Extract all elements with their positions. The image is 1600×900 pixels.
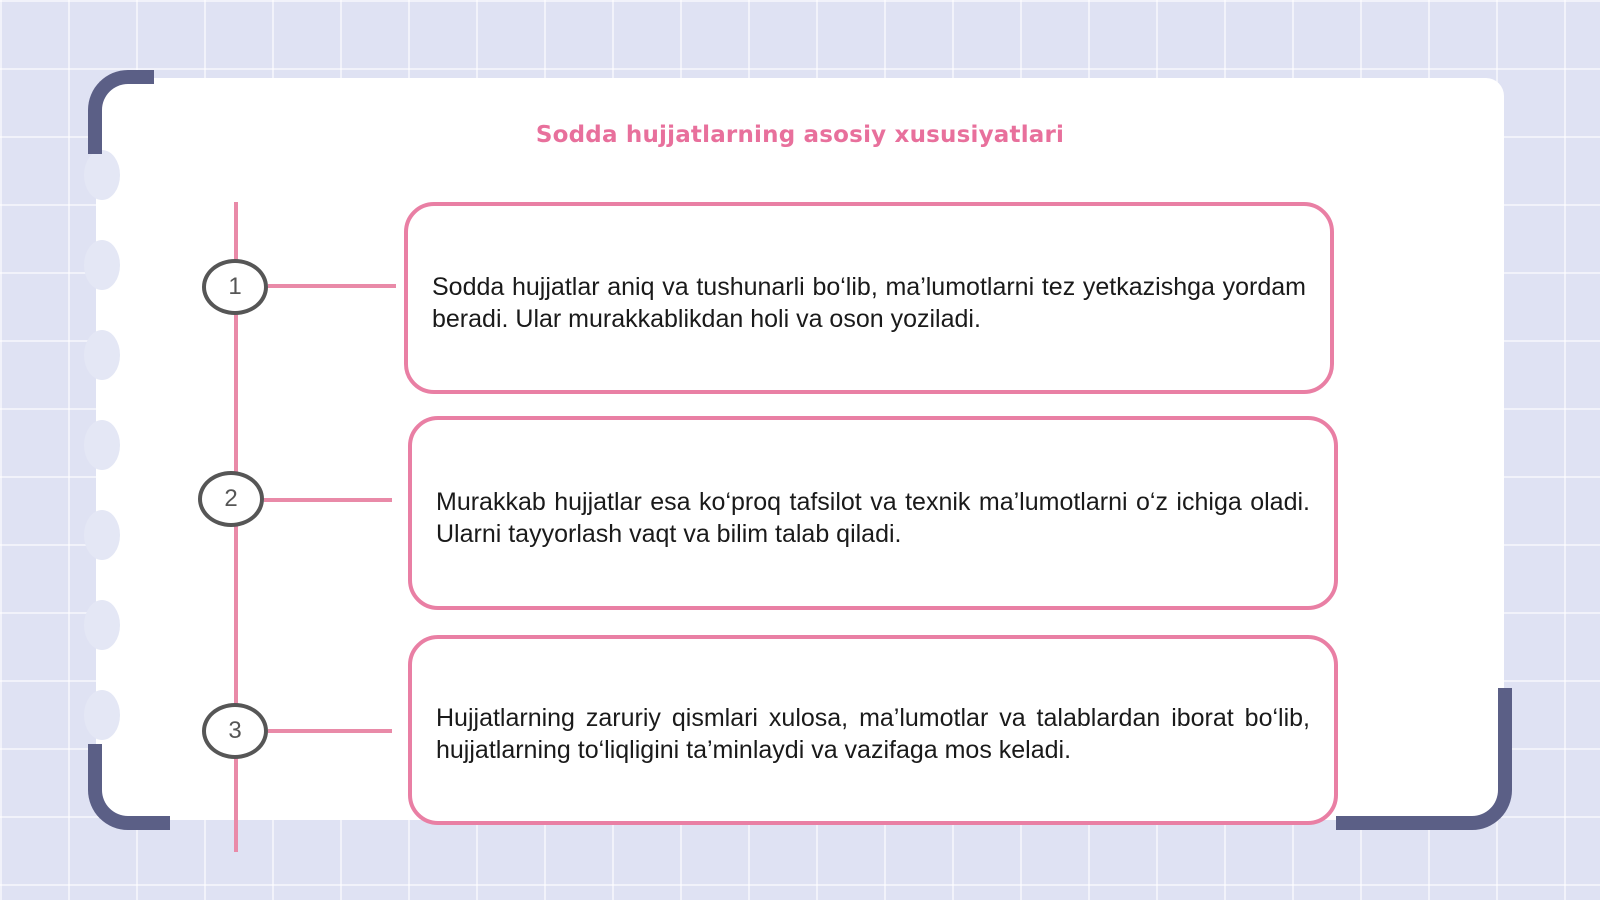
binder-notch xyxy=(84,690,120,740)
step-connector xyxy=(264,498,392,502)
step-text-box xyxy=(408,635,1338,825)
step-number-circle: 3 xyxy=(202,703,268,759)
frame-corner-bottom-right xyxy=(1336,688,1512,830)
step-number-circle: 1 xyxy=(202,259,268,315)
frame-corner-top-left xyxy=(88,70,154,154)
binder-notch xyxy=(84,600,120,650)
step-number-circle: 2 xyxy=(198,471,264,527)
binder-notch xyxy=(84,420,120,470)
binder-notch xyxy=(84,240,120,290)
step-text-box xyxy=(404,202,1334,394)
step-text-box xyxy=(408,416,1338,610)
step-text: Murakkab hujjatlar esa ko‘proq tafsilot va texnik ma’lumotlarni o‘z ichiga oladi. Ularni tayyorlash vaqt va bilim talab qiladi. xyxy=(436,488,1310,548)
step-text: Sodda hujjatlar aniq va tushunarli bo‘lib, ma’lumotlarni tez yetkazishga yordam beradi. Ular murakkablikdan holi va oson yoziladi. xyxy=(432,273,1306,333)
step-text: Hujjatlarning zaruriy qismlari xulosa, ma’lumotlar va talablardan iborat bo‘lib, hujjatlarning to‘liqligini ta’minlaydi va vazifaga mos keladi. xyxy=(436,704,1310,764)
binder-notch xyxy=(84,510,120,560)
frame-corner-bottom-left xyxy=(88,744,170,830)
binder-notch xyxy=(84,150,120,200)
binder-notch xyxy=(84,330,120,380)
slide-title: Sodda hujjatlarning asosiy xususiyatlari xyxy=(535,122,1065,148)
step-connector xyxy=(268,284,396,288)
step-connector xyxy=(268,729,392,733)
